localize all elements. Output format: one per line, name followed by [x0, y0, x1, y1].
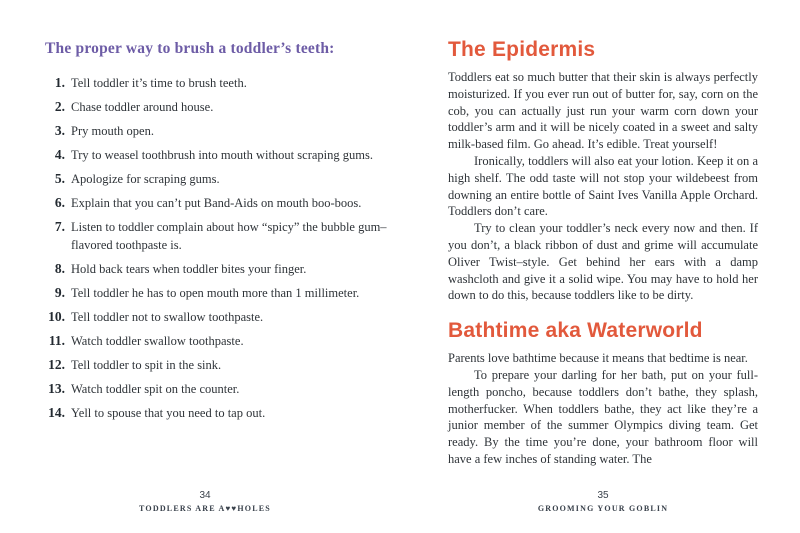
item-number: 14.	[48, 405, 65, 420]
list-item	[45, 332, 391, 350]
list-item	[45, 218, 391, 254]
section-heading: Bathtime aka Waterworld	[448, 319, 703, 343]
toothbrushing-steps-list	[45, 74, 391, 422]
list-item	[45, 284, 391, 302]
item-text: Tell toddler to spit in the sink.	[71, 358, 222, 372]
body-paragraph: Try to clean your toddler’s neck every now and then. If you don’t, a black ribbon of dust and grime will accumulate Oliver Twist–style. Get behind her ears with a damp washcloth and give it a solid wipe. You may have to hold her down to do this, because toddlers like to be dirty.	[448, 221, 758, 303]
right-page-footer	[448, 490, 758, 513]
item-text: Listen to toddler complain about how “spicy” the bubble gum–flavored toothpaste is.	[71, 220, 387, 252]
item-text: Tell toddler he has to open mouth more than 1 millimeter.	[71, 286, 360, 300]
item-number: 12.	[48, 357, 65, 372]
item-number: 9.	[54, 285, 65, 300]
running-title: TODDLERS ARE A♥♥HOLES	[139, 504, 271, 513]
item-text: Watch toddler spit on the counter.	[71, 382, 240, 396]
list-item	[45, 122, 391, 140]
item-text: Chase toddler around house.	[71, 100, 214, 114]
running-title: GROOMING YOUR GOBLIN	[537, 504, 669, 513]
item-text: Hold back tears when toddler bites your finger.	[71, 262, 307, 276]
section-bathtime	[448, 319, 758, 468]
item-text: Try to weasel toothbrush into mouth without scraping gums.	[71, 148, 373, 162]
item-number: 6.	[54, 195, 65, 210]
body-paragraph: Toddlers eat so much butter that their skin is always perfectly moisturized. If you ever run out of butter for, say, corn on the cob, you can actually just run your warm corn down your toddler’s arm and it will be nicely coated in a sweet and salty milk-based film. Go ahead. It’s edible. Treat yourself!	[448, 70, 758, 152]
list-item	[45, 356, 391, 374]
list-item	[45, 308, 391, 326]
item-number: 8.	[54, 261, 65, 276]
item-text: Pry mouth open.	[71, 124, 154, 138]
list-item	[45, 404, 391, 422]
item-number: 5.	[54, 171, 65, 186]
list-item	[45, 194, 391, 212]
item-text: Tell toddler it’s time to brush teeth.	[71, 76, 247, 90]
list-item	[45, 74, 391, 92]
item-text: Tell toddler not to swallow toothpaste.	[71, 310, 264, 324]
section-epidermis	[448, 38, 758, 304]
body-paragraph: To prepare your darling for her bath, put on your full-length poncho, because toddlers don’t bathe, they splash, motherfucker. When toddlers bathe, they act like they’re a junior member of the summer Olympics diving team. Get ready. By the time you’re done, your bathroom floor will have a few inches of standing water. The	[448, 367, 758, 466]
left-page	[45, 40, 391, 428]
page-number: 35	[597, 490, 609, 501]
right-page	[448, 38, 758, 468]
item-number: 11.	[48, 333, 65, 348]
item-text: Explain that you can’t put Band-Aids on mouth boo-boos.	[71, 196, 362, 210]
item-number: 2.	[54, 99, 65, 114]
page-number: 34	[199, 490, 211, 501]
item-text: Watch toddler swallow toothpaste.	[71, 334, 244, 348]
list-item	[45, 146, 391, 164]
body-paragraph: Ironically, toddlers will also eat your lotion. Keep it on a high shelf. The odd taste will not stop your wildebeest from downing an entire bottle of Saint Ives Vanilla Apple Orchard. Toddlers don’t care.	[448, 153, 758, 219]
body-paragraph: Parents love bathtime because it means that bedtime is near.	[448, 351, 748, 366]
item-number: 7.	[54, 219, 65, 234]
item-text: Apologize for scraping gums.	[71, 172, 220, 186]
item-number: 1.	[54, 75, 65, 90]
item-number: 4.	[54, 147, 65, 162]
list-item	[45, 380, 391, 398]
item-number: 3.	[54, 123, 65, 138]
list-item	[45, 98, 391, 116]
item-number: 10.	[48, 309, 65, 324]
list-heading: The proper way to brush a toddler’s teeth:	[45, 40, 335, 57]
list-item	[45, 260, 391, 278]
left-page-footer	[45, 490, 365, 513]
section-heading: The Epidermis	[448, 38, 596, 61]
list-item	[45, 170, 391, 188]
item-number: 13.	[48, 381, 65, 396]
item-text: Yell to spouse that you need to tap out.	[71, 406, 266, 420]
